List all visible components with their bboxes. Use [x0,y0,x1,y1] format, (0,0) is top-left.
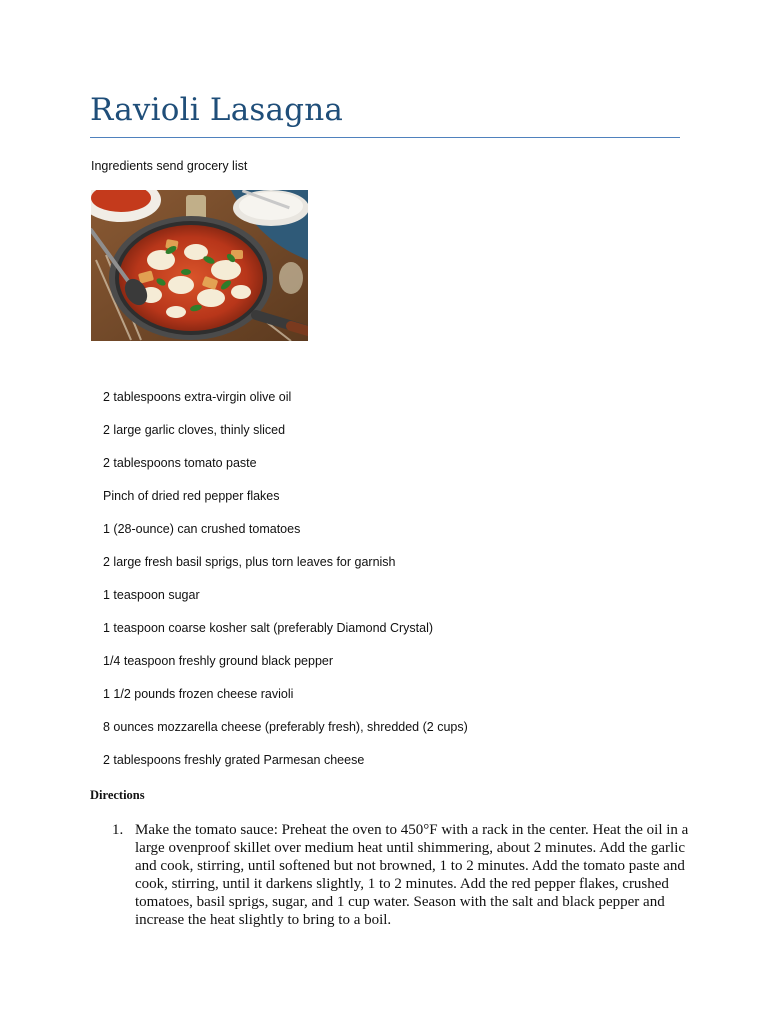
ingredient-list [103,389,468,785]
directions-heading: Directions [90,788,145,802]
ingredients-subheading: Ingredients send grocery list [91,159,248,173]
ingredient-item: 1 teaspoon sugar [103,588,200,602]
recipe-photo [91,190,308,341]
ingredient-item: 2 large fresh basil sprigs, plus torn leaves for garnish [103,555,396,569]
title-divider [90,137,680,138]
ingredient-item: 1 1/2 pounds frozen cheese ravioli [103,687,294,701]
ingredient-item: 1 teaspoon coarse kosher salt (preferably Diamond Crystal) [103,621,434,635]
ingredient-item: Pinch of dried red pepper flakes [103,489,280,503]
directions-list [90,821,690,929]
ingredient-item: 2 tablespoons extra-virgin olive oil [103,390,292,404]
direction-step [90,821,690,929]
ingredient-item: 1 (28-ounce) can crushed tomatoes [103,522,301,536]
step-text: Make the tomato sauce: Preheat the oven to 450°F with a rack in the center. Heat the oil in a large ovenproof skillet over medium heat until shimmering, about 2 minutes. Add the garlic and cook, stirring, until softened but not browned, 1 to 2 minutes. Add the tomato paste and cook, stirring, until it darkens slightly, 1 to 2 minutes. Add the red pepper flakes, crushed tomatoes, basil sprigs, sugar, and 1 cup water. Season with the salt and black pepper and increase the heat slightly to bring to a boil. [135,822,689,928]
ingredient-item: 2 tablespoons freshly grated Parmesan cheese [103,753,365,767]
ingredient-item: 2 large garlic cloves, thinly sliced [103,423,286,437]
ingredient-item: 8 ounces mozzarella cheese (preferably fresh), shredded (2 cups) [103,720,468,734]
ingredient-item: 1/4 teaspoon freshly ground black pepper [103,654,334,668]
ingredient-item: 2 tablespoons tomato paste [103,456,257,470]
step-number: 1. [112,822,124,838]
page-title: Ravioli Lasagna [90,92,344,128]
